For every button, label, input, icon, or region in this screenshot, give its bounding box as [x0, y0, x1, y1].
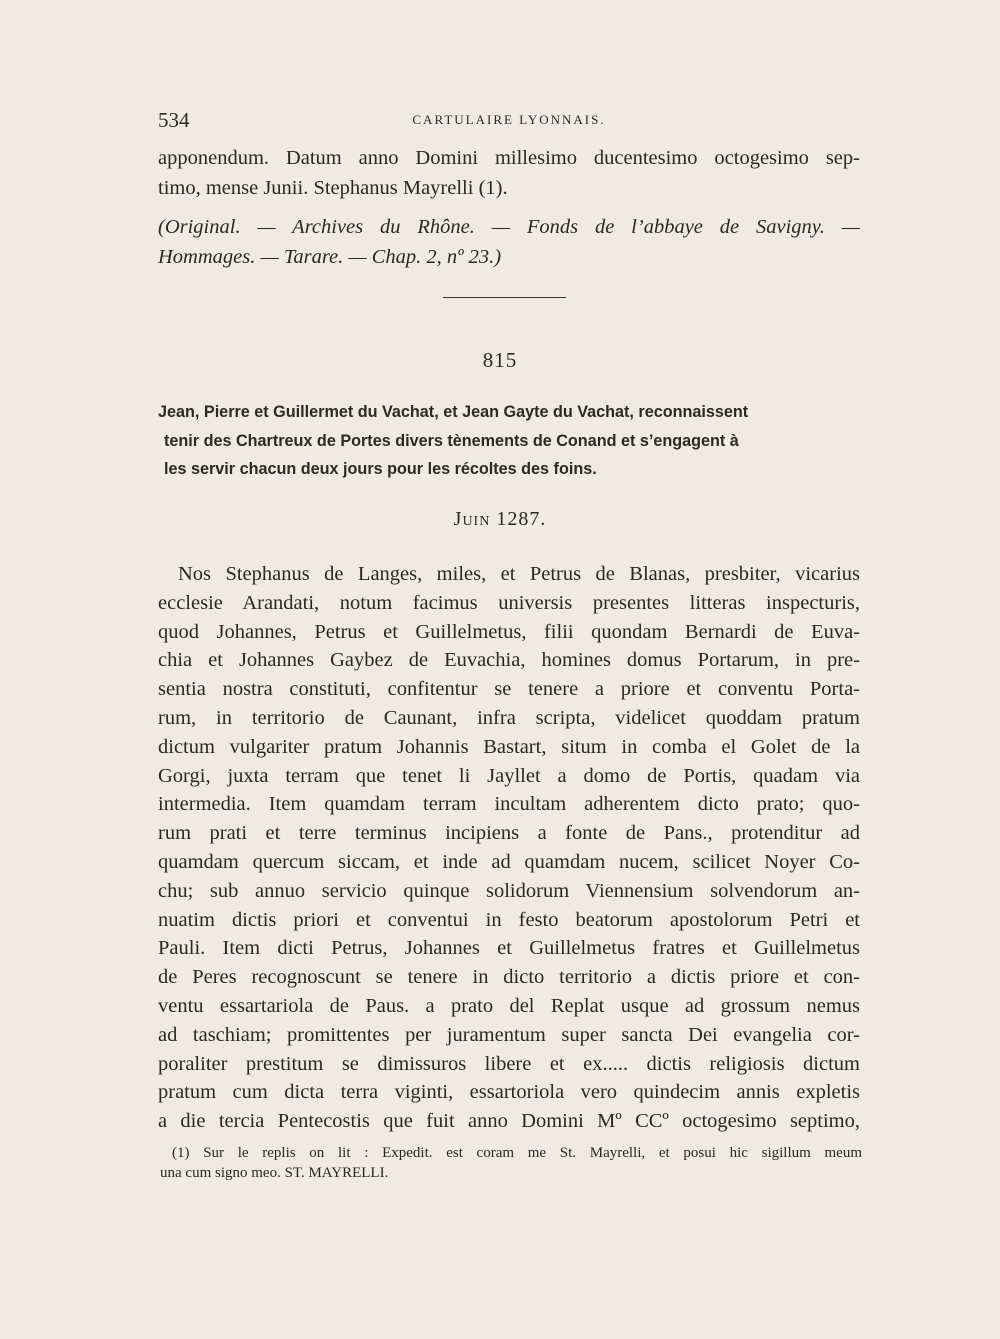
footnote-line: (1) Sur le replis on lit : Expedit. est coram me St. Mayrelli, et posui hic sigillum meum — [172, 1145, 862, 1161]
text-line: chia et Johannes Gaybez de Euvachia, homines domus Portarum, in pre- — [158, 649, 860, 672]
source-citation — [158, 212, 860, 272]
text-line: dictum vulgariter pratum Johannis Bastart, situm in comba el Golet de la — [158, 735, 860, 758]
document-date: Juin 1287. — [453, 508, 547, 530]
text-line: rum prati et terre terminus incipiens a fonte de Pans., protenditur ad — [158, 822, 860, 845]
charter-text — [158, 560, 860, 1136]
running-title: CARTULAIRE LYONNAIS. — [412, 112, 606, 127]
continuation-paragraph — [158, 144, 860, 203]
text-line: Pauli. Item dicti Petrus, Johannes et Guillelmetus fratres et Guillelmetus — [158, 937, 860, 960]
text-line: quamdam quercum siccam, et inde ad quamdam nucem, scilicet Noyer Co- — [158, 850, 860, 873]
text-line: Gorgi, juxta terram que tenet li Jayllet a domo de Portis, quadam via — [158, 764, 860, 787]
page-number: 534 — [158, 108, 190, 132]
text-line: ventu essartariola de Paus. a prato del Replat usque ad grossum nemus — [158, 994, 860, 1017]
summary-line: les servir chacun deux jours pour les récoltes des foins. — [164, 460, 597, 478]
summary-line: Jean, Pierre et Guillermet du Vachat, et Jean Gayte du Vachat, reconnaissent — [158, 403, 749, 421]
summary-line: tenir des Chartreux de Portes divers tènements de Conand et s’engagent à — [164, 431, 739, 450]
section-divider — [443, 297, 566, 298]
text-line: quod Johannes, Petrus et Guillelmetus, filii quondam Bernardi de Euva- — [158, 620, 860, 643]
text-line: timo, mense Junii. Stephanus Mayrelli (1). — [158, 176, 508, 199]
text-line: Nos Stephanus de Langes, miles, et Petrus de Blanas, presbiter, vicarius — [178, 563, 860, 585]
text-line: de Peres recognoscunt se tenere in dicto territorio a dictis priore et con- — [158, 966, 860, 989]
text-line: pratum cum dicta terra viginti, essartoriola vero quindecim annis expletis — [158, 1081, 860, 1104]
text-line: ecclesie Arandati, notum facimus universis presentes litteras inspecturis, — [158, 591, 860, 614]
document-number: 815 — [482, 348, 518, 372]
text-line: apponendum. Datum anno Domini millesimo ducentesimo octogesimo sep- — [158, 147, 860, 169]
text-line: poraliter prestitum se dimissuros libere et ex..... dictis religiosis dictum — [158, 1052, 860, 1075]
text-line: ad taschiam; promittentes per juramentum super sancta Dei evangelia cor- — [158, 1023, 860, 1046]
document-summary — [158, 398, 864, 484]
footnote — [160, 1143, 862, 1183]
text-line: rum, in territorio de Caunant, infra scripta, videlicet quoddam pratum — [158, 706, 860, 729]
citation-line: (Original. — Archives du Rhône. — Fonds de l’abbaye de Savigny. — — [158, 216, 860, 238]
page-header — [158, 108, 860, 138]
citation-line: Hommages. — Tarare. — Chap. 2, nº 23.) — [158, 246, 502, 268]
text-line: a die tercia Pentecostis que fuit anno Domini Mº CCº octogesimo septimo, — [158, 1110, 860, 1133]
text-line: intermedia. Item quamdam terram incultam adherentem dicto prato; quo- — [158, 793, 860, 816]
text-line: nuatim dictis priori et conventui in festo beatorum apostolorum Petri et — [158, 908, 860, 931]
text-line: sentia nostra constituti, confitentur se tenere a priore et conventu Porta- — [158, 678, 860, 701]
footnote-line: una cum signo meo. ST. MAYRELLI. — [160, 1165, 389, 1181]
text-line: chu; sub annuo servicio quinque solidorum Viennensium solvendorum an- — [158, 879, 860, 902]
